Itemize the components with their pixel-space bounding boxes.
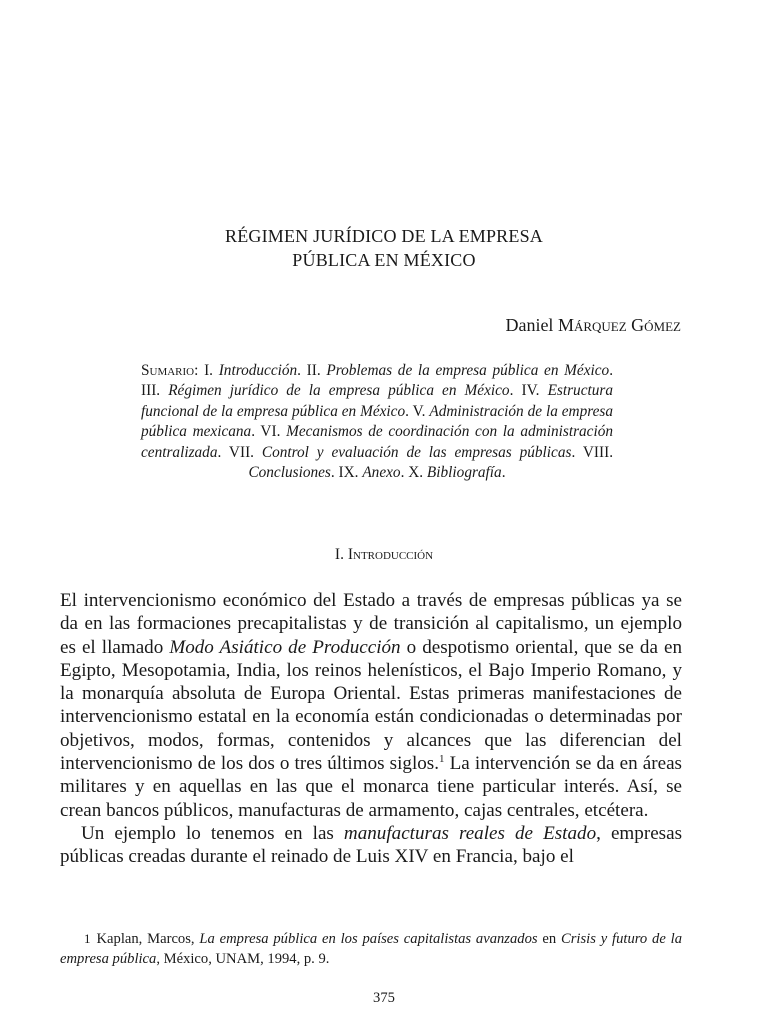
footnote-text [60, 929, 682, 969]
summary-item-text: Mecanismos de coordinación con la administración centralizada [141, 423, 614, 461]
chapter-title-line-1: RÉGIMEN JURÍDICO DE LA EMPRESA [224, 226, 543, 246]
paragraph-text: El intervencionismo económico del Estado a través de empresas públicas ya se da en las formaciones precapitalistas y de transición al capitalismo, un ejemplo es el llamado [60, 590, 682, 658]
paragraph [60, 589, 682, 822]
chapter-title [0, 224, 768, 272]
summary-item-num: II. [306, 362, 321, 379]
footnote [60, 929, 682, 969]
summary-item-num: VI. [260, 423, 281, 441]
paragraph-text: Un ejemplo lo tenemos en las [81, 822, 344, 844]
summary-item-text: Introducción [218, 362, 298, 379]
footnote-reference: 1 [439, 753, 445, 766]
summary-label: Sumario: [141, 362, 199, 379]
footnote-part: , México, UNAM, 1994, p. 9. [156, 951, 330, 967]
summary-item-text: Anexo [362, 464, 401, 482]
summary-item-num: V. [412, 402, 426, 420]
author-first-name: Daniel [505, 315, 558, 335]
paragraph-emphasis: manufacturas reales de Estado [343, 822, 597, 844]
summary-item-num: VII. [228, 443, 254, 461]
author-name [505, 313, 681, 337]
paragraph-text: , empresas públicas creadas durante el reinado de Luis XIV en Francia, bajo el [60, 822, 682, 868]
summary-item-num: III. [141, 382, 161, 400]
summary-item-text: Régimen jurídico de la empresa pública en México [168, 382, 510, 400]
summary-item-text: Problemas de la empresa pública en México [326, 362, 610, 379]
chapter-title-line-2: PÚBLICA EN MÉXICO [292, 250, 476, 270]
summary-item-text: Control y evaluación de las empresas públicas [261, 443, 572, 461]
summary-item-num: IV. [521, 382, 540, 400]
summary-block: Sumario: I. Introducción. II. Problemas de la empresa pública en México. III. Régimen jurídico de la empresa pública en México. IV. Estructura funcional de la empresa pública en México. V. Administración de la empresa pública mexicana. VI. Mecanismos de coordinación con la administración centralizada. VII. Control y evaluación de las empresas públicas. VIII. Conclusiones. IX. Anexo. X. Bibliografía. [141, 362, 614, 482]
summary-item-text: Administración de la empresa pública mexicana [141, 402, 613, 441]
summary-item-text: Estructura funcional de la empresa pública en México [141, 382, 614, 420]
paragraph-text: La intervención se da en áreas militares y en aquellas en las que el monarca tiene particular interés. Así, se crean bancos públicos, manufacturas de armamento, cajas centrales, etcétera. [60, 753, 682, 821]
page-number: 375 [373, 990, 395, 1006]
body-text [60, 589, 682, 869]
paragraph [60, 822, 682, 869]
paragraph-text: o despotismo oriental, que se da en Egipto, Mesopotamia, India, los reinos helenísticos, el Bajo Imperio Romano, y la monarquía absoluta de Europa Oriental. Estas primeras manifestaciones de intervencionismo estatal en la economía están condicionadas o determinadas por objetivos, modos, formas, contenidos y alcances que las diferencian del intervencionismo de los dos o tres últimos siglos. [60, 636, 683, 775]
summary-item-num: I. [204, 362, 213, 379]
footnote-number: 1 [84, 931, 91, 946]
footnote-part: en [537, 931, 562, 947]
footnote-part: Kaplan, Marcos, [96, 931, 200, 947]
paragraph-emphasis: Modo Asiático de Producción [169, 636, 401, 658]
summary-item-num: VIII. [582, 443, 614, 461]
summary-item-text: Bibliografía [426, 464, 502, 482]
summary-item-num: X. [408, 464, 424, 482]
footnote-title: Crisis y futuro de la empresa pública [60, 931, 682, 967]
author-last-name: Márquez Gómez [557, 315, 681, 335]
footnote-title: La empresa pública en los países capitalistas avanzados [199, 931, 538, 947]
summary-item-num: IX. [338, 464, 359, 482]
section-heading: I. Introducción [334, 546, 434, 563]
summary-item-text: Conclusiones [248, 464, 331, 482]
